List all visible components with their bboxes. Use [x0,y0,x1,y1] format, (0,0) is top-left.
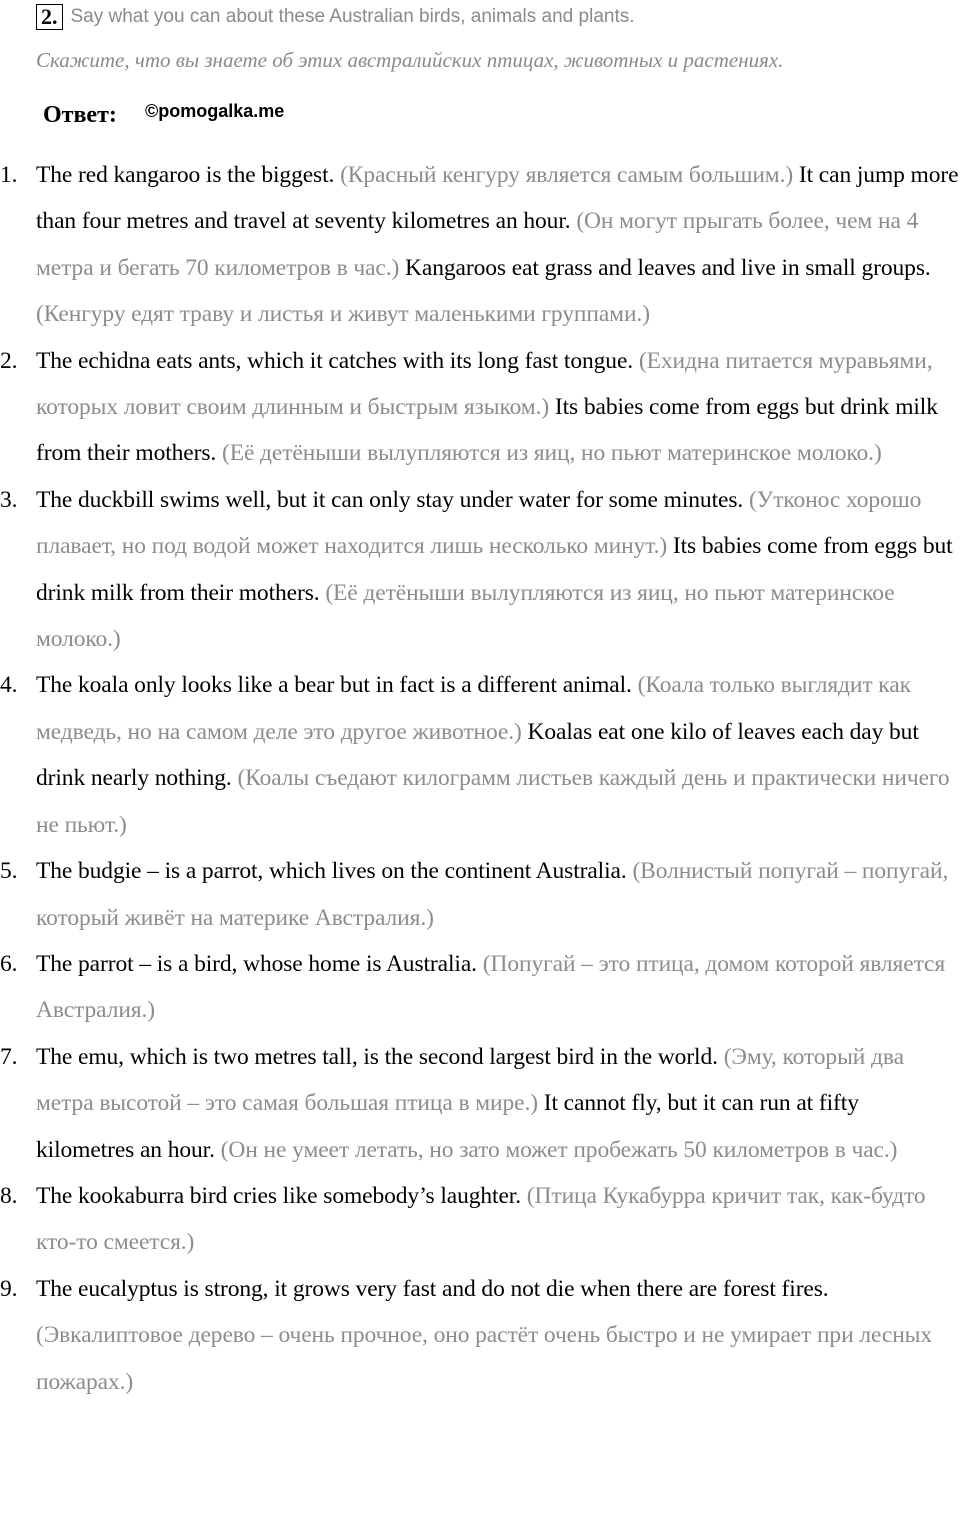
english-text: Its babies come from eggs but drink milk from their mothers. [36,533,953,606]
list-item [0,1266,960,1405]
translation-text: (Он не умеет летать, но зато может пробежать 50 километров в час.) [220,1136,898,1163]
answer-label: Ответ: [43,102,117,128]
translation-text: (Он могут прыгать более, чем на 4 метра и бегать 70 километров в час.) [36,208,919,281]
task-number: 2. [36,4,63,30]
item-number: 8. [0,1182,18,1209]
english-text: Kangaroos eat grass and leaves and live in small groups. [405,254,931,281]
item-number: 2. [0,347,18,374]
list-item [0,152,960,338]
english-text: The emu, which is two metres tall, is the second largest bird in the world. [36,1043,718,1070]
item-number: 1. [0,162,18,188]
item-number: 3. [0,486,18,513]
translation-text: (Эму, который два метра высотой – это самая большая птица в мире.) [36,1043,904,1117]
english-text: The eucalyptus is strong, it grows very fast and do not die when there are forest fires. [36,1275,829,1302]
list-item [0,848,960,941]
list-item [0,662,960,848]
translation-text: (Ехидна питается муравьями, которых ловит своим длинным и быстрым языком.) [36,347,933,421]
task-instruction-en: Say what you can about these Australian birds, animals and plants. [70,6,635,27]
translation-text: (Эвкалиптовое дерево – очень прочное, оно растёт очень быстро и не умирает при лесных пожарах.) [36,1322,933,1395]
translation-text: (Кенгуру едят траву и листья и живут маленькими группами.) [36,301,650,328]
english-text: The parrot – is a bird, whose home is Australia. [36,950,477,977]
list-item [0,1034,960,1173]
list-item [0,1173,960,1266]
item-number: 7. [0,1043,18,1070]
list-item [0,941,960,1034]
english-text: The kookaburra bird cries like somebody’s laughter. [36,1182,522,1209]
english-text: It can jump more than four metres and travel at seventy kilometres an hour. [36,162,959,235]
english-text: The duckbill swims well, but it can only stay under water for some minutes. [36,486,744,513]
english-text: The koala only looks like a bear but in fact is a different animal. [36,672,632,699]
task-instruction-ru: Скажите, что вы знаете об этих австралийских птицах, животных и растениях. [36,48,784,72]
translation-text: (Красный кенгуру является самым большим.) [340,162,794,188]
item-number: 5. [0,858,18,885]
english-text: The red kangaroo is the biggest. [36,162,335,188]
english-text: The echidna eats ants, which it catches with its long fast tongue. [36,347,634,374]
english-text: Its babies come from eggs but drink milk from their mothers. [36,394,938,467]
item-number: 9. [0,1275,18,1302]
task-header [36,4,635,30]
translation-text: (Коала только выглядит как медведь, но на самом деле это другое животное.) [36,672,911,745]
english-text: Koalas eat one kilo of leaves each day but drink nearly nothing. [36,718,919,792]
item-number: 4. [0,672,18,699]
list-item [0,338,960,477]
translation-text: (Коалы съедают килограмм листьев каждый день и практически ничего не пьют.) [36,765,950,838]
list-item [0,477,960,663]
translation-text: (Её детёныши вылупляются из яиц, но пьют материнское молоко.) [221,440,882,467]
translation-text: (Волнистый попугай – попугай, который живёт на материке Австралия.) [36,858,949,931]
answer-list [0,152,960,1405]
english-text: It cannot fly, but it can run at fifty kilometres an hour. [36,1090,859,1163]
translation-text: (Её детёныши вылупляются из яиц, но пьют материнское молоко.) [36,579,895,653]
item-number: 6. [0,950,18,977]
watermark: ©pomogalka.me [145,101,285,121]
translation-text: (Попугай – это птица, домом которой является Австралия.) [36,950,946,1024]
english-text: The budgie – is a parrot, which lives on the continent Australia. [36,858,627,885]
translation-text: (Утконос хорошо плавает, но под водой может находится лишь несколько минут.) [36,486,922,560]
translation-text: (Птица Кукабурра кричит так, как-будто кто-то смеется.) [36,1182,926,1256]
